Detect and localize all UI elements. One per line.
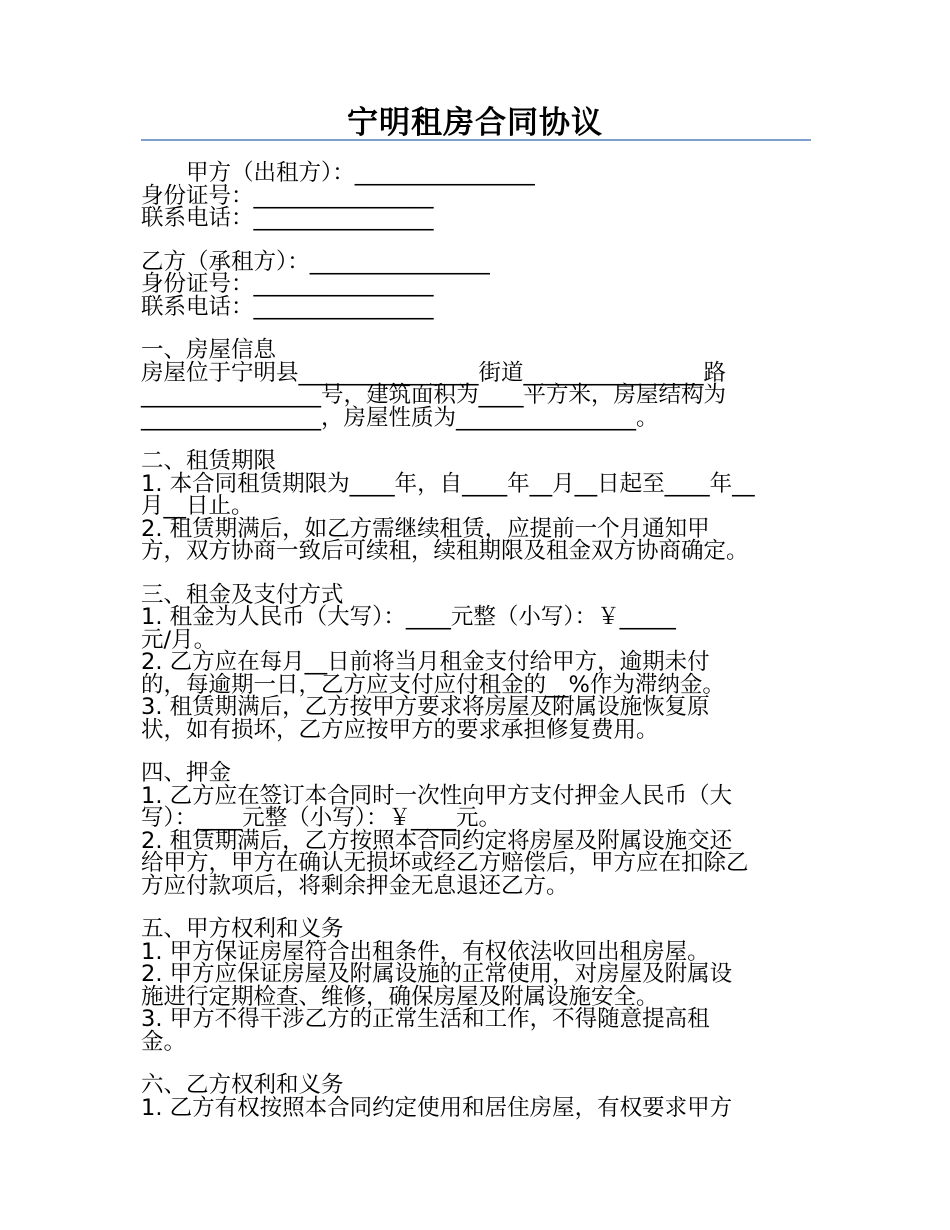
section-line: ________________号，建筑面积为____平方米，房屋结构为 <box>141 382 727 408</box>
section-line: 施进行定期检查、维修，确保房屋及附属设施安全。 <box>141 983 659 1010</box>
section-lease-term <box>141 450 821 563</box>
section-line: 1. 租金为人民币（大写）：____元整（小写）：￥_____ <box>141 604 676 630</box>
section-heading: 六、乙方权利和义务 <box>141 1072 344 1098</box>
party-a-line: 甲方（出租方）：________________ <box>141 160 535 186</box>
section-line: 方应付款项后，将剩余押金无息退还乙方。 <box>141 872 569 899</box>
party-a-id-line: 身份证号：________________ <box>141 182 434 209</box>
section-line: 2. 租赁期满后，如乙方需继续租赁，应提前一个月通知甲 <box>141 515 710 542</box>
section-heading: 一、房屋信息 <box>141 337 277 363</box>
section-heading: 四、押金 <box>141 760 232 786</box>
section-line: 3. 甲方不得干涉乙方的正常生活和工作，不得随意提高租 <box>141 1006 710 1032</box>
party-a-block <box>141 162 821 230</box>
section-line: 房屋位于宁明县________________街道________________路 <box>141 359 727 386</box>
section-line: 方，双方协商一致后可续租，续租期限及租金双方协商确定。 <box>141 538 749 564</box>
section-line: 1. 乙方有权按照本合同约定使用和居住房屋，有权要求甲方 <box>141 1094 733 1121</box>
section-line: 的，每逾期一日，乙方应支付应付租金的__%作为滞纳金。 <box>141 671 725 698</box>
section-line: 2. 乙方应在每月__日前将当月租金支付给甲方，逾期未付 <box>141 649 710 675</box>
party-a-phone-line: 联系电话：________________ <box>141 205 434 231</box>
title-underline <box>141 139 811 141</box>
section-line: 3. 租赁期满后，乙方按甲方要求将房屋及附属设施恢复原 <box>141 694 710 720</box>
section-heading: 二、租赁期限 <box>141 448 277 474</box>
party-b-block <box>141 248 821 320</box>
section-line: 金。 <box>141 1028 187 1055</box>
document-body <box>141 162 821 1119</box>
section-line: 状，如有损坏，乙方应按甲方的要求承担修复费用。 <box>141 716 659 743</box>
section-line: 1. 本合同租赁期限为____年，自____年__月__日起至____年__ <box>141 470 755 497</box>
section-deposit <box>141 762 821 897</box>
section-party-b-rights <box>141 1074 821 1119</box>
section-line: 1. 乙方应在签订本合同时一次性向甲方支付押金人民币（大 <box>141 782 733 809</box>
section-line: 2. 租赁期满后，乙方按照本合同约定将房屋及附属设施交还 <box>141 827 733 854</box>
party-b-id-line: 身份证号：________________ <box>141 271 434 297</box>
section-party-a-rights <box>141 918 821 1053</box>
document-title: 宁明租房合同协议 <box>347 105 603 141</box>
party-b-phone-line: 联系电话：________________ <box>141 293 434 320</box>
section-heading: 五、甲方权利和义务 <box>141 916 344 942</box>
section-rent-payment <box>141 581 821 743</box>
section-line: 1. 甲方保证房屋符合出租条件，有权依法收回出租房屋。 <box>141 938 710 965</box>
section-line: 2. 甲方应保证房屋及附属设施的正常使用，对房屋及附属设 <box>141 961 733 987</box>
section-line: 写）：____元整（小写）：￥____元。 <box>141 805 502 831</box>
party-b-line: 乙方（承租方）：________________ <box>141 248 490 275</box>
section-house-info <box>141 339 821 429</box>
section-line: 元/月。 <box>141 626 217 653</box>
section-line: 月__日止。 <box>141 493 254 519</box>
section-line: 给甲方，甲方在确认无损坏或经乙方赔偿后，甲方应在扣除乙 <box>141 850 749 876</box>
section-line: ________________，房屋性质为________________。 <box>141 404 659 431</box>
section-heading: 三、租金及支付方式 <box>141 581 344 608</box>
